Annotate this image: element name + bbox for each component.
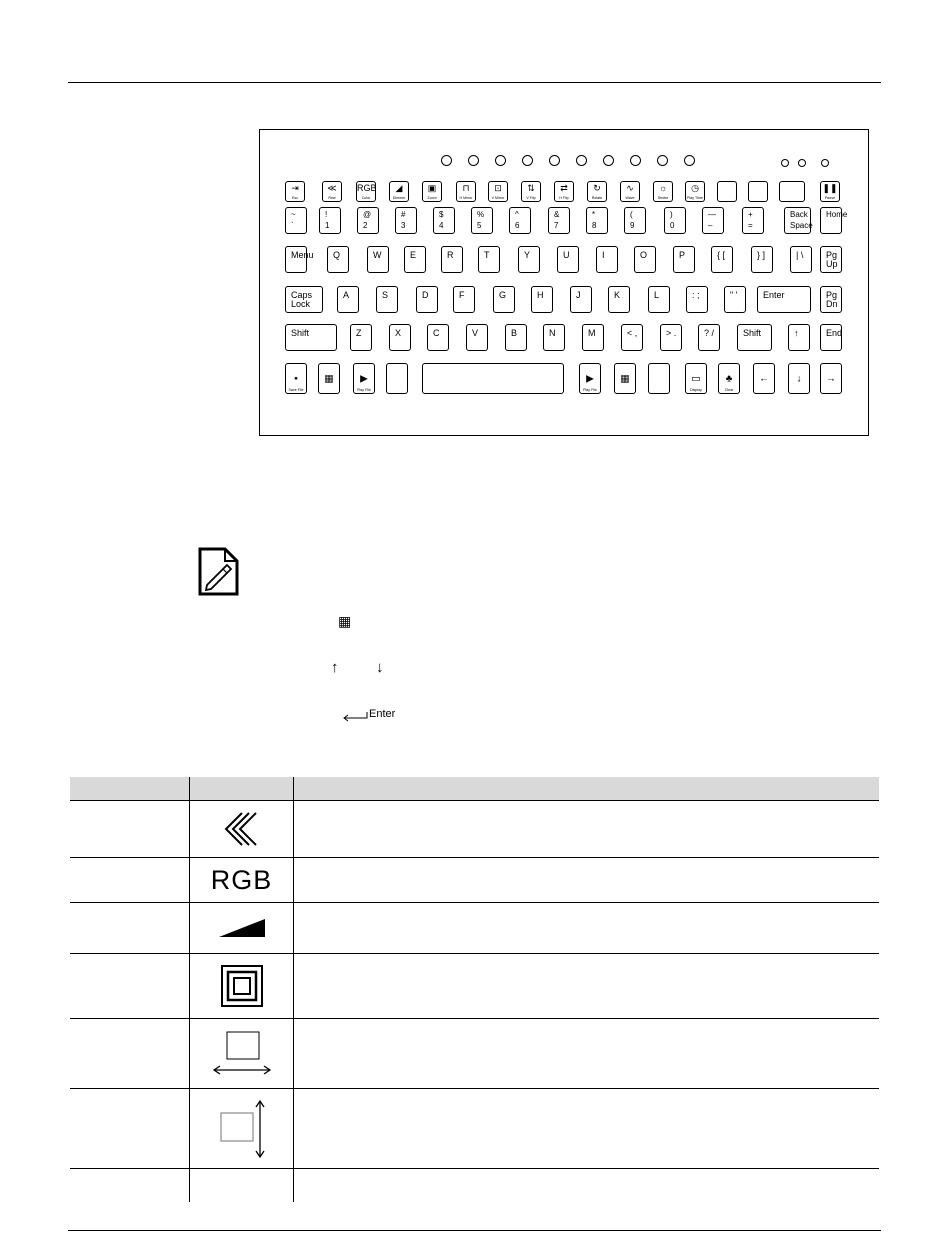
bottom-key[interactable]	[285, 363, 307, 394]
function-key-icon: ◷	[691, 183, 699, 193]
letter-key[interactable]	[478, 246, 500, 273]
table-column-divider	[293, 777, 294, 1202]
function-key-caption: V Mirror	[491, 196, 505, 200]
function-key-icon: ∿	[626, 183, 634, 193]
key-label: V	[472, 328, 479, 338]
indicator-led	[522, 155, 533, 166]
key-top-label: &	[554, 210, 560, 219]
number-key[interactable]	[509, 207, 531, 234]
function-key[interactable]	[356, 181, 376, 202]
key-label: N	[549, 328, 556, 338]
key-label: Menu	[291, 250, 314, 260]
key-label: Pg Up	[826, 250, 838, 269]
function-key[interactable]	[422, 181, 442, 202]
function-key[interactable]	[322, 181, 342, 202]
function-key[interactable]	[748, 181, 768, 202]
function-key-caption: Dimmer	[392, 196, 406, 200]
key-top-label: +	[748, 210, 753, 219]
key-bottom-label: 9	[630, 221, 635, 230]
key-label: Shift	[743, 328, 762, 338]
key-bottom-label: 3	[401, 221, 406, 230]
bottom-key[interactable]	[318, 363, 340, 394]
number-key[interactable]	[784, 207, 811, 234]
key-top-label: —	[708, 210, 716, 219]
key-bottom-label: Space	[790, 221, 813, 230]
bottom-key-icon: ▶	[586, 373, 594, 384]
number-key[interactable]	[471, 207, 493, 234]
keyboard-diagram	[259, 129, 869, 436]
key-top-label: )	[670, 210, 673, 219]
letter-key[interactable]	[724, 286, 746, 313]
function-key-icon: ⇅	[527, 183, 535, 193]
function-key[interactable]	[820, 181, 840, 202]
bottom-key[interactable]	[718, 363, 740, 394]
key-label: End	[826, 328, 843, 338]
key-label: E	[410, 250, 417, 260]
bottom-key-icon: →	[826, 373, 836, 384]
number-key[interactable]	[586, 207, 608, 234]
letter-key[interactable]	[543, 324, 565, 351]
bottom-key-icon: ▶	[360, 373, 368, 384]
down-arrow-icon: ↓	[376, 659, 384, 676]
letter-key[interactable]	[820, 286, 842, 313]
bottom-key[interactable]	[353, 363, 375, 394]
key-top-label: ~	[291, 210, 296, 219]
letter-key[interactable]	[493, 286, 515, 313]
bottom-key[interactable]	[579, 363, 601, 394]
key-label: X	[395, 328, 402, 338]
letter-key[interactable]	[634, 246, 656, 273]
letter-key[interactable]	[285, 246, 314, 273]
key-top-label: #	[401, 210, 406, 219]
key-label: > .	[666, 328, 677, 338]
bottom-key[interactable]	[648, 363, 670, 394]
key-label: H	[537, 290, 544, 300]
function-key-icon: ≪	[327, 183, 337, 193]
key-label: Z	[356, 328, 362, 338]
letter-key[interactable]	[621, 324, 643, 351]
key-label: Caps Lock	[291, 290, 313, 309]
key-label: Pg Dn	[826, 290, 838, 309]
key-top-label: *	[592, 210, 596, 219]
zoom-icon	[190, 954, 293, 1018]
key-label: D	[422, 290, 429, 300]
key-top-label: !	[325, 210, 328, 219]
footer-rule	[68, 1230, 881, 1231]
indicator-led	[549, 155, 560, 166]
bottom-key[interactable]	[788, 363, 810, 394]
bottom-key-caption: Clear	[724, 388, 734, 392]
function-key[interactable]	[717, 181, 737, 202]
key-label: I	[602, 250, 605, 260]
key-label: L	[654, 290, 660, 300]
indicator-led	[576, 155, 587, 166]
function-key-icon: ⇄	[560, 183, 568, 193]
horizontal-mirror-icon	[190, 1019, 293, 1088]
indicator-led	[603, 155, 614, 166]
function-key-caption: Esc	[292, 196, 298, 200]
function-key[interactable]	[653, 181, 673, 202]
bottom-key-icon: ←	[759, 373, 769, 384]
function-key-icon: ☼	[658, 183, 668, 193]
function-key[interactable]	[587, 181, 607, 202]
table-row-divider	[70, 1168, 879, 1169]
function-key-caption: Zoom	[427, 196, 437, 200]
key-top-label: ^	[515, 210, 519, 219]
letter-key[interactable]	[531, 286, 553, 313]
key-label: Q	[333, 250, 341, 260]
rgb-label: RGB	[210, 864, 273, 895]
key-label: A	[343, 290, 350, 300]
key-top-label: $	[439, 210, 444, 219]
function-key-caption: H Mirror	[459, 196, 473, 200]
key-label: U	[563, 250, 570, 260]
key-label: W	[373, 250, 382, 260]
function-key-caption: Rew	[328, 196, 336, 200]
letter-key[interactable]	[698, 324, 720, 351]
key-label: Enter	[763, 290, 785, 300]
bottom-key[interactable]	[614, 363, 636, 394]
function-key-caption: Wave	[625, 196, 635, 200]
bottom-key-caption: Save File	[288, 388, 304, 392]
number-key[interactable]	[395, 207, 417, 234]
number-key[interactable]	[319, 207, 341, 234]
key-bottom-label: 1	[325, 221, 330, 230]
letter-key[interactable]	[673, 246, 695, 273]
rgb-color-icon	[190, 858, 293, 902]
indicator-led	[468, 155, 479, 166]
letter-key[interactable]	[660, 324, 682, 351]
function-key-icon: ▣	[427, 183, 437, 193]
windows-key-icon: ▦	[338, 613, 352, 629]
function-key[interactable]	[620, 181, 640, 202]
letter-key[interactable]	[570, 286, 592, 313]
key-top-label: @	[363, 210, 372, 219]
function-key-caption: V Flip	[526, 196, 536, 200]
bottom-key-icon: ▦	[620, 373, 630, 384]
enter-arrow-icon	[342, 711, 368, 721]
bottom-key[interactable]	[386, 363, 408, 394]
bottom-key-caption: Play File	[357, 388, 371, 392]
key-bottom-label: 0	[670, 221, 675, 230]
bottom-key-icon: ▭	[691, 373, 701, 384]
number-key[interactable]	[357, 207, 379, 234]
key-bottom-label: –	[708, 221, 713, 230]
vertical-mirror-icon	[190, 1089, 293, 1168]
bottom-key[interactable]	[820, 363, 842, 394]
number-key[interactable]	[820, 207, 848, 234]
bottom-key-caption: Play File	[583, 388, 597, 392]
function-key[interactable]	[685, 181, 705, 202]
function-key-caption: Pause	[824, 196, 836, 200]
number-key[interactable]	[624, 207, 646, 234]
bottom-key-icon: ↓	[796, 373, 802, 384]
key-bottom-label: 2	[363, 221, 368, 230]
status-led	[798, 159, 806, 167]
function-key[interactable]	[488, 181, 508, 202]
letter-key[interactable]	[367, 246, 389, 273]
letter-key[interactable]	[285, 286, 323, 313]
key-bottom-label: =	[748, 221, 753, 230]
bottom-key[interactable]	[685, 363, 707, 394]
letter-key[interactable]	[790, 246, 812, 273]
key-label: ? /	[704, 328, 715, 338]
letter-key[interactable]	[505, 324, 527, 351]
enter-label: Enter	[369, 708, 396, 720]
indicator-led	[441, 155, 452, 166]
status-led	[821, 159, 829, 167]
key-bottom-label: 8	[592, 221, 597, 230]
function-key[interactable]	[456, 181, 476, 202]
letter-key[interactable]	[518, 246, 540, 273]
letter-key[interactable]	[416, 286, 438, 313]
letter-key[interactable]	[327, 246, 349, 273]
letter-key[interactable]	[404, 246, 426, 273]
letter-key[interactable]	[441, 246, 463, 273]
key-label: Y	[524, 250, 531, 260]
key-label: K	[614, 290, 621, 300]
key-label: M	[588, 328, 596, 338]
number-key[interactable]	[702, 207, 724, 234]
key-label: Shift	[291, 328, 310, 338]
letter-key[interactable]	[582, 324, 604, 351]
function-key[interactable]	[521, 181, 541, 202]
letter-key[interactable]	[376, 286, 398, 313]
letter-key[interactable]	[389, 324, 411, 351]
key-label: O	[640, 250, 648, 260]
key-label: R	[447, 250, 454, 260]
letter-key[interactable]	[596, 246, 618, 273]
bottom-key-icon: ▪	[294, 373, 298, 384]
letter-key[interactable]	[337, 286, 359, 313]
key-label: B	[511, 328, 518, 338]
indicator-led	[684, 155, 695, 166]
key-bottom-label: `	[291, 221, 294, 230]
key-label: P	[679, 250, 686, 260]
letter-key[interactable]	[453, 286, 475, 313]
letter-key[interactable]	[711, 246, 733, 273]
function-key-icon: RGB	[357, 183, 377, 193]
letter-key[interactable]	[350, 324, 372, 351]
key-top-label: Back	[790, 210, 808, 219]
function-key-caption: Color	[361, 196, 371, 200]
key-label: F	[459, 290, 465, 300]
letter-key[interactable]	[648, 286, 670, 313]
letter-key[interactable]	[788, 324, 810, 351]
key-label: } ]	[757, 250, 766, 260]
letter-key[interactable]	[466, 324, 488, 351]
dimmer-icon	[190, 903, 293, 953]
letter-key[interactable]	[820, 324, 842, 351]
letter-key[interactable]	[820, 246, 842, 273]
letter-key[interactable]	[285, 324, 337, 351]
letter-key[interactable]	[737, 324, 772, 351]
number-key[interactable]	[433, 207, 455, 234]
space-bar[interactable]	[422, 363, 564, 394]
function-key-caption: H Flip	[559, 196, 569, 200]
number-key[interactable]	[664, 207, 686, 234]
function-key-icon: ◢	[395, 183, 403, 193]
key-bottom-label: 5	[477, 221, 482, 230]
key-label: S	[382, 290, 389, 300]
letter-key[interactable]	[427, 324, 449, 351]
letter-key[interactable]	[686, 286, 708, 313]
bottom-key-icon: ♣	[725, 373, 733, 384]
key-bottom-label: 6	[515, 221, 520, 230]
key-label: G	[499, 290, 507, 300]
letter-key[interactable]	[751, 246, 773, 273]
function-key[interactable]	[389, 181, 409, 202]
key-top-label: Home	[826, 210, 848, 219]
note-pencil-icon	[197, 547, 241, 602]
function-key-icon: ⊓	[462, 183, 470, 193]
function-key-icon: ⇥	[291, 183, 299, 193]
rewind-icon	[190, 801, 293, 857]
bottom-key-icon: ▦	[324, 373, 334, 384]
letter-key[interactable]	[757, 286, 811, 313]
key-label: T	[484, 250, 490, 260]
function-key-icon: ↻	[593, 183, 601, 193]
bottom-key-caption: Display	[690, 388, 702, 392]
function-key[interactable]	[779, 181, 805, 202]
function-key[interactable]	[285, 181, 305, 202]
key-label: J	[576, 290, 581, 300]
function-key[interactable]	[554, 181, 574, 202]
number-key[interactable]	[548, 207, 570, 234]
key-label: { [	[717, 250, 726, 260]
key-top-label: (	[630, 210, 633, 219]
key-label: | \	[796, 250, 804, 260]
indicator-led	[495, 155, 506, 166]
key-label: < ,	[627, 328, 638, 338]
table-header	[70, 777, 879, 800]
key-label: ↑	[794, 328, 799, 338]
key-top-label: %	[477, 210, 485, 219]
enter-key-label	[342, 707, 395, 721]
bottom-key[interactable]	[753, 363, 775, 394]
key-bottom-label: 4	[439, 221, 444, 230]
function-key-caption: Play Time	[687, 196, 703, 200]
key-bottom-label: 7	[554, 221, 559, 230]
function-key-caption: Rotate	[591, 196, 603, 200]
function-key-icon: ❚❚	[822, 183, 838, 193]
status-led	[781, 159, 789, 167]
up-arrow-icon: ↑	[331, 659, 339, 676]
letter-key[interactable]	[557, 246, 579, 273]
key-label: C	[433, 328, 440, 338]
function-key-icon: ⊡	[494, 183, 502, 193]
letter-key[interactable]	[608, 286, 630, 313]
number-key[interactable]	[742, 207, 764, 234]
key-label: " '	[730, 290, 738, 300]
header-rule	[68, 82, 881, 83]
key-label: : ;	[692, 290, 700, 300]
number-key[interactable]	[285, 207, 307, 234]
indicator-led	[657, 155, 668, 166]
indicator-led	[630, 155, 641, 166]
function-key-caption: Strobe	[657, 196, 669, 200]
